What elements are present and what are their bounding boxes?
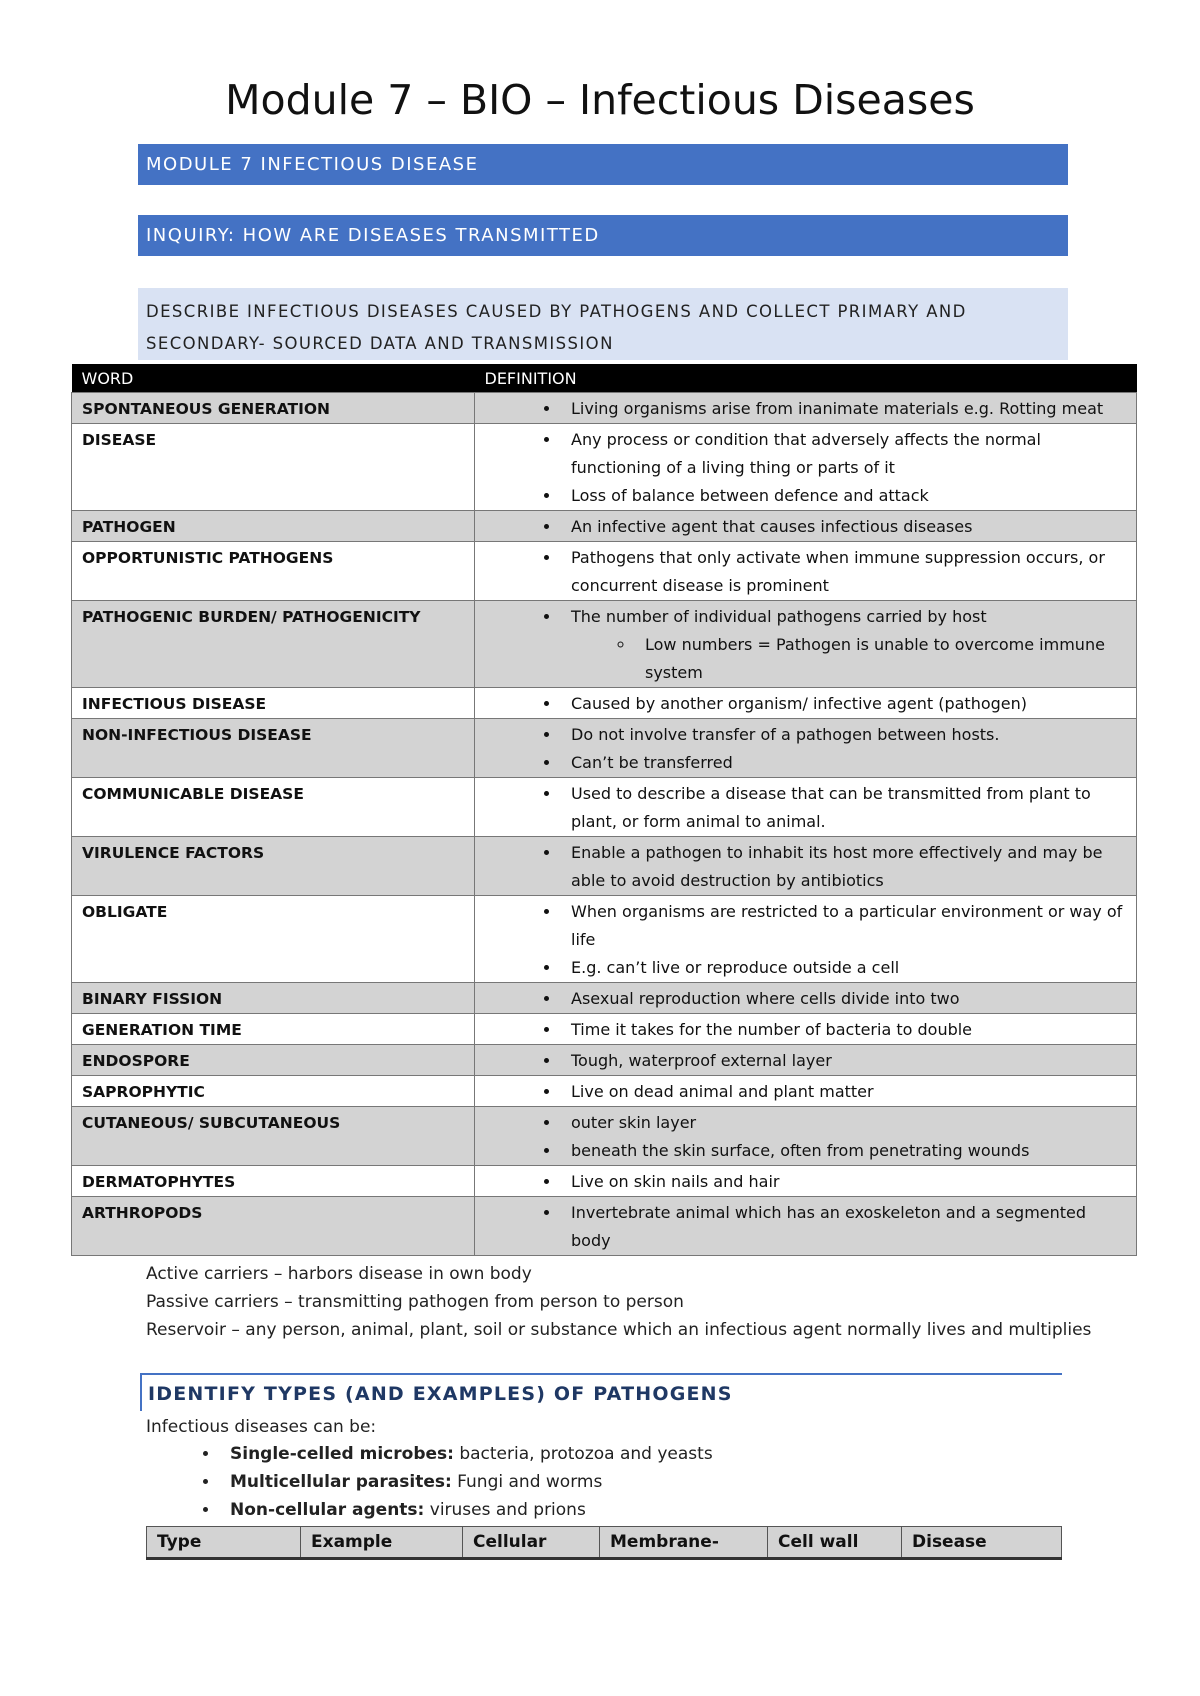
definition-cell xyxy=(475,688,1137,719)
definition-item: • outer skin layer xyxy=(561,1109,1126,1137)
term-cell: CUTANEOUS/ SUBCUTANEOUS xyxy=(72,1107,475,1166)
table-row xyxy=(72,688,1137,719)
definition-item: • Living organisms arise from inanimate materials e.g. Rotting meat xyxy=(561,395,1126,423)
list-item: • Non-cellular agents: viruses and prions xyxy=(220,1496,713,1524)
table-row xyxy=(72,778,1137,837)
term-cell: DERMATOPHYTES xyxy=(72,1166,475,1197)
definition-cell xyxy=(475,393,1137,424)
note-line: Passive carriers – transmitting pathogen from person to person xyxy=(146,1292,684,1312)
term-cell: BINARY FISSION xyxy=(72,983,475,1014)
term-cell: SPONTANEOUS GENERATION xyxy=(72,393,475,424)
definition-cell xyxy=(475,424,1137,511)
definition-item: • Pathogens that only activate when immune suppression occurs, or concurrent disease is prominent xyxy=(561,544,1126,600)
table-row xyxy=(72,1166,1137,1197)
definition-item: • Invertebrate animal which has an exoskeleton and a segmented body xyxy=(561,1199,1126,1255)
carriers-notes xyxy=(146,1260,1091,1344)
column-header-cellular: Cellular xyxy=(463,1527,600,1559)
term-cell: NON-INFECTIOUS DISEASE xyxy=(72,719,475,778)
note-line: Reservoir – any person, animal, plant, soil or substance which an infectious agent normally lives and multiplies xyxy=(146,1320,1092,1340)
table-row xyxy=(72,1197,1137,1256)
column-header-type: Type xyxy=(147,1527,301,1559)
definition-cell xyxy=(475,983,1137,1014)
column-header-definition: DEFINITION xyxy=(475,364,1137,393)
term-cell: ENDOSPORE xyxy=(72,1045,475,1076)
pathogen-types-table xyxy=(146,1526,1062,1560)
definition-item: • Live on skin nails and hair xyxy=(561,1168,1126,1196)
definition-item: • Time it takes for the number of bacteria to double xyxy=(561,1016,1126,1044)
table-row xyxy=(72,424,1137,511)
column-header-example: Example xyxy=(301,1527,463,1559)
definition-cell xyxy=(475,1014,1137,1045)
definition-cell xyxy=(475,896,1137,983)
definition-item: • E.g. can’t live or reproduce outside a cell xyxy=(561,954,1126,982)
term-cell: COMMUNICABLE DISEASE xyxy=(72,778,475,837)
definition-cell xyxy=(475,1107,1137,1166)
table-row xyxy=(72,511,1137,542)
table-row xyxy=(72,896,1137,983)
column-header-cell-wall: Cell wall xyxy=(768,1527,902,1559)
column-header-disease: Disease xyxy=(902,1527,1062,1559)
definitions-table xyxy=(71,364,1137,1256)
definition-cell xyxy=(475,778,1137,837)
definition-cell xyxy=(475,542,1137,601)
list-item: • Single-celled microbes: bacteria, protozoa and yeasts xyxy=(220,1440,713,1468)
table-row xyxy=(72,983,1137,1014)
term-cell: OBLIGATE xyxy=(72,896,475,983)
table-row xyxy=(72,1076,1137,1107)
definition-item: • beneath the skin surface, often from penetrating wounds xyxy=(561,1137,1126,1165)
definition-cell xyxy=(475,1076,1137,1107)
definition-cell xyxy=(475,511,1137,542)
definition-item: • Caused by another organism/ infective agent (pathogen) xyxy=(561,690,1126,718)
note-line: Active carriers – harbors disease in own body xyxy=(146,1264,532,1284)
table-row xyxy=(72,837,1137,896)
term-cell: VIRULENCE FACTORS xyxy=(72,837,475,896)
term-cell: SAPROPHYTIC xyxy=(72,1076,475,1107)
definition-item: • Asexual reproduction where cells divide into two xyxy=(561,985,1126,1013)
page-title: Module 7 – BIO – Infectious Diseases xyxy=(225,76,975,124)
table-row xyxy=(72,1107,1137,1166)
definition-cell xyxy=(475,1166,1137,1197)
definition-item: • Any process or condition that adversely affects the normal functioning of a living thing or parts of it xyxy=(561,426,1126,482)
term-cell: ARTHROPODS xyxy=(72,1197,475,1256)
definition-item: • The number of individual pathogens carried by host xyxy=(561,603,1126,631)
module-heading: MODULE 7 INFECTIOUS DISEASE xyxy=(138,144,1068,185)
definition-item: • When organisms are restricted to a particular environment or way of life xyxy=(561,898,1126,954)
section-heading-pathogen-types: IDENTIFY TYPES (AND EXAMPLES) OF PATHOGENS xyxy=(140,1373,1062,1411)
content-point-heading: DESCRIBE INFECTIOUS DISEASES CAUSED BY PATHOGENS AND COLLECT PRIMARY AND SECONDARY- SOURCED DATA AND TRANSMISSION xyxy=(138,288,1068,360)
definition-item: • Loss of balance between defence and attack xyxy=(561,482,1126,510)
list-item: • Multicellular parasites: Fungi and worms xyxy=(220,1468,713,1496)
term-cell: PATHOGEN xyxy=(72,511,475,542)
term-cell: GENERATION TIME xyxy=(72,1014,475,1045)
definition-item: • Do not involve transfer of a pathogen between hosts. xyxy=(561,721,1126,749)
definition-cell xyxy=(475,601,1137,688)
intro-text: Infectious diseases can be: xyxy=(146,1417,377,1437)
definition-item: • An infective agent that causes infectious diseases xyxy=(561,513,1126,541)
table-row xyxy=(72,1014,1137,1045)
column-header-membrane: Membrane- xyxy=(600,1527,768,1559)
table-row xyxy=(72,719,1137,778)
definition-cell xyxy=(475,1045,1137,1076)
term-cell: OPPORTUNISTIC PATHOGENS xyxy=(72,542,475,601)
definition-item: • Used to describe a disease that can be transmitted from plant to plant, or form animal to animal. xyxy=(561,780,1126,836)
table-row xyxy=(72,393,1137,424)
definition-item: • Enable a pathogen to inhabit its host more effectively and may be able to avoid destruction by antibiotics xyxy=(561,839,1126,895)
definition-subitem: ◦ Low numbers = Pathogen is unable to overcome immune system xyxy=(635,631,1126,687)
term-cell: PATHOGENIC BURDEN/ PATHOGENICITY xyxy=(72,601,475,688)
table-row xyxy=(72,542,1137,601)
definition-cell xyxy=(475,1197,1137,1256)
definition-item: • Tough, waterproof external layer xyxy=(561,1047,1126,1075)
definition-cell xyxy=(475,837,1137,896)
definition-item: • Live on dead animal and plant matter xyxy=(561,1078,1126,1106)
definition-cell xyxy=(475,719,1137,778)
table-row xyxy=(72,1045,1137,1076)
pathogen-category-list xyxy=(146,1440,713,1524)
definition-item: • Can’t be transferred xyxy=(561,749,1126,777)
column-header-word: WORD xyxy=(72,364,475,393)
inquiry-heading: INQUIRY: HOW ARE DISEASES TRANSMITTED xyxy=(138,215,1068,256)
term-cell: DISEASE xyxy=(72,424,475,511)
term-cell: INFECTIOUS DISEASE xyxy=(72,688,475,719)
table-row xyxy=(72,601,1137,688)
